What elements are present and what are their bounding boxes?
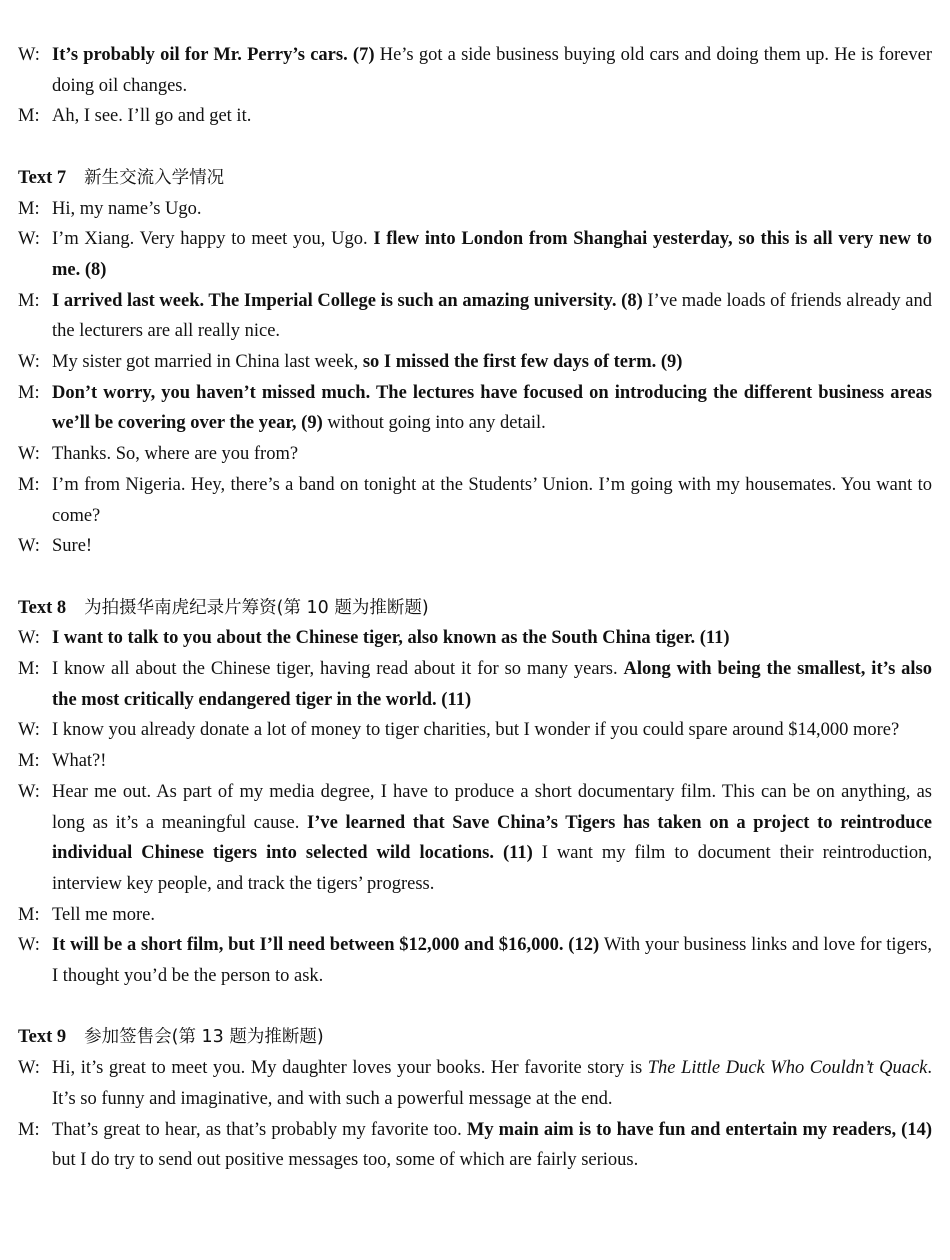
dialogue-line <box>18 930 932 991</box>
speaker-label: M: <box>18 290 40 311</box>
dialogue-line <box>18 286 932 347</box>
section-title-zh: 为拍摄华南虎纪录片筹资(第 10 题为推断题) <box>84 597 429 618</box>
dialogue-line <box>18 746 932 777</box>
dialogue-line <box>18 347 932 378</box>
dialogue-line <box>18 1115 932 1176</box>
plain-text: but I do try to send out positive messages too, some of which are fairly serious. <box>52 1150 639 1171</box>
dialogue-line <box>18 194 932 225</box>
bold-text: I flew into London from Shanghai yesterday, so this is all very new to me. (8) <box>52 229 932 280</box>
section-title-zh: 参加签售会(第 13 题为推断题) <box>84 1027 324 1048</box>
bold-text: I arrived last week. The Imperial College is such an amazing university. (8) <box>52 290 648 311</box>
section-label: Text 7 <box>18 167 67 188</box>
plain-text: I’m Xiang. Very happy to meet you, Ugo. <box>52 229 374 250</box>
speaker-label: W: <box>18 444 40 465</box>
speaker-label: M: <box>18 751 40 772</box>
plain-text: I know all about the Chinese tiger, having read about it for so many years. <box>52 659 624 680</box>
bold-text: My main aim is to have fun and entertain my readers, (14) <box>466 1119 932 1140</box>
dialogue-line <box>18 777 932 900</box>
dialogue-line <box>18 1053 932 1114</box>
plain-text: My sister got married in China last week, <box>52 352 363 373</box>
speaker-label: W: <box>18 229 40 250</box>
bold-text: It’s probably oil for Mr. Perry’s cars. (7) <box>52 45 380 65</box>
plain-text: What?! <box>52 751 107 772</box>
plain-text: With your business links and love for tigers, I thought you’d be the person to ask. <box>52 935 932 987</box>
plain-text: I’ve made loads of friends already and the lecturers are all really nice. <box>52 290 933 342</box>
plain-text: Hear me out. As part of my media degree, I have to produce a short documentary film. This can be on anything, as long as it’s a meaningful cause. <box>52 781 932 833</box>
speaker-label: W: <box>18 1058 40 1079</box>
speaker-label: W: <box>18 781 40 802</box>
section-heading <box>18 163 932 194</box>
dialogue-line <box>18 101 932 132</box>
section-gap <box>18 562 932 593</box>
speaker-label: M: <box>18 382 40 403</box>
dialogue-line <box>18 470 932 531</box>
plain-text: Hi, my name’s Ugo. <box>52 198 202 219</box>
bold-text: Don’t worry, you haven’t missed much. The lectures have focused on introducing the different business areas we’ll be covering over the year, (9) <box>52 382 932 434</box>
dialogue-line <box>18 654 932 715</box>
plain-text: That’s great to hear, as that’s probably my favorite too. <box>52 1119 467 1140</box>
bold-text: I’ve learned that Save China’s Tigers has taken on a project to reintroduce individual Chinese tigers into selected wild locations. (11) <box>52 812 932 864</box>
dialogue-line <box>18 224 932 285</box>
speaker-label: W: <box>18 45 40 65</box>
dialogue-line <box>18 531 932 562</box>
plain-text: He’s got a side business buying old cars and doing them up. He is forever doing oil changes. <box>52 45 933 96</box>
plain-text: I know you already donate a lot of money to tiger charities, but I wonder if you could spare around $14,000 more? <box>52 720 900 741</box>
plain-text: Hi, it’s great to meet you. My daughter loves your books. Her favorite story is <box>52 1058 648 1079</box>
dialogue-line <box>18 378 932 439</box>
speaker-label: W: <box>18 536 40 557</box>
plain-text: without going into any detail. <box>327 413 546 434</box>
speaker-label: M: <box>18 198 40 219</box>
speaker-label: M: <box>18 474 40 495</box>
dialogue-line <box>18 900 932 931</box>
plain-text: Thanks. So, where are you from? <box>52 444 299 465</box>
plain-text: Sure! <box>52 536 93 557</box>
bold-text: so I missed the first few days of term. (9) <box>362 352 683 373</box>
speaker-label: W: <box>18 352 40 373</box>
plain-text: Ah, I see. I’ll go and get it. <box>52 106 252 127</box>
section-heading <box>18 1022 932 1053</box>
bold-text: Along with being the smallest, it’s also the most critically endangered tiger in the world. (11) <box>52 659 932 710</box>
section-gap <box>18 992 932 1023</box>
plain-text: . It’s so funny and imaginative, and with such a powerful message at the end. <box>52 1058 932 1109</box>
speaker-label: M: <box>18 106 40 127</box>
bold-text: It will be a short film, but I’ll need between $12,000 and $16,000. (12) <box>52 935 604 956</box>
section-label: Text 8 <box>18 597 67 618</box>
section-gap <box>18 132 932 163</box>
speaker-label: M: <box>18 904 40 925</box>
dialogue-line <box>18 715 932 746</box>
dialogue-line <box>18 623 932 654</box>
bold-text: I want to talk to you about the Chinese tiger, also known as the South China tiger. (11) <box>52 628 730 649</box>
section-title-zh: 新生交流入学情况 <box>84 167 225 188</box>
plain-text: I’m from Nigeria. Hey, there’s a band on tonight at the Students’ Union. I’m going with my housemates. You want to come? <box>52 474 932 526</box>
dialogue-line <box>18 439 932 470</box>
speaker-label: M: <box>18 659 40 680</box>
speaker-label: M: <box>18 1119 40 1140</box>
section-heading <box>18 593 932 624</box>
speaker-label: W: <box>18 935 40 956</box>
plain-text: I want my film to document their reintroduction, interview key people, and track the tigers’ progress. <box>52 843 932 894</box>
italic-title: The Little Duck Who Couldn’t Quack <box>647 1058 928 1079</box>
section-label: Text 9 <box>18 1027 67 1048</box>
dialogue-line <box>18 40 932 101</box>
speaker-label: W: <box>18 628 40 649</box>
speaker-label: W: <box>18 720 40 741</box>
plain-text: Tell me more. <box>52 904 155 925</box>
